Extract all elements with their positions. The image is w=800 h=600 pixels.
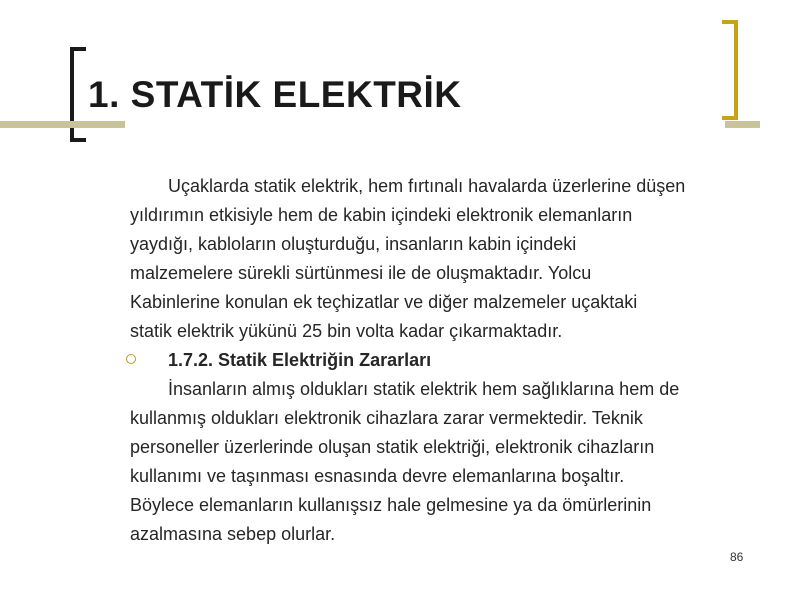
harm-paragraph xyxy=(130,375,750,549)
slide-content xyxy=(130,172,750,549)
text-line: personeller üzerlerinde oluşan statik elektriği, elektronik cihazların xyxy=(130,437,655,457)
text-line: azalmasına sebep olurlar. xyxy=(130,524,336,544)
text-line: Kabinlerine konulan ek teçhizatlar ve diğer malzemeler uçaktaki xyxy=(130,292,638,312)
slide-title: 1. STATİK ELEKTRİK xyxy=(88,74,462,115)
text-line: statik elektrik yükünü 25 bin volta kadar çıkarmaktadır. xyxy=(130,321,563,341)
text-line: malzemelere sürekli sürtünmesi ile de oluşmaktadır. Yolcu xyxy=(130,263,592,283)
right-bracket-decoration xyxy=(722,20,738,120)
intro-paragraph xyxy=(130,172,750,346)
text-line: kullanımı ve taşınması esnasında devre elemanlarına boşaltır. xyxy=(130,466,625,486)
hollow-circle-bullet-icon xyxy=(126,354,136,364)
text-line: Uçaklarda statik elektrik, hem fırtınalı havalarda üzerlerine düşen xyxy=(168,176,686,196)
text-line: İnsanların almış oldukları statik elektrik hem sağlıklarına hem de xyxy=(168,379,680,399)
title-rule-right xyxy=(725,121,760,128)
page-number: 86 xyxy=(730,550,744,564)
title-rule-left xyxy=(0,121,125,128)
text-line: yaydığı, kabloların oluşturduğu, insanların kabin içindeki xyxy=(130,234,577,254)
text-line: kullanmış oldukları elektronik cihazlara zarar vermektedir. Teknik xyxy=(130,408,643,428)
subheading-text: 1.7.2. Statik Elektriğin Zararları xyxy=(168,350,432,370)
text-line: yıldırımın etkisiyle hem de kabin içindeki elektronik elemanların xyxy=(130,205,633,225)
section-subheading xyxy=(130,346,750,375)
text-line: Böylece elemanların kullanışsız hale gelmesine ya da ömürlerinin xyxy=(130,495,652,515)
